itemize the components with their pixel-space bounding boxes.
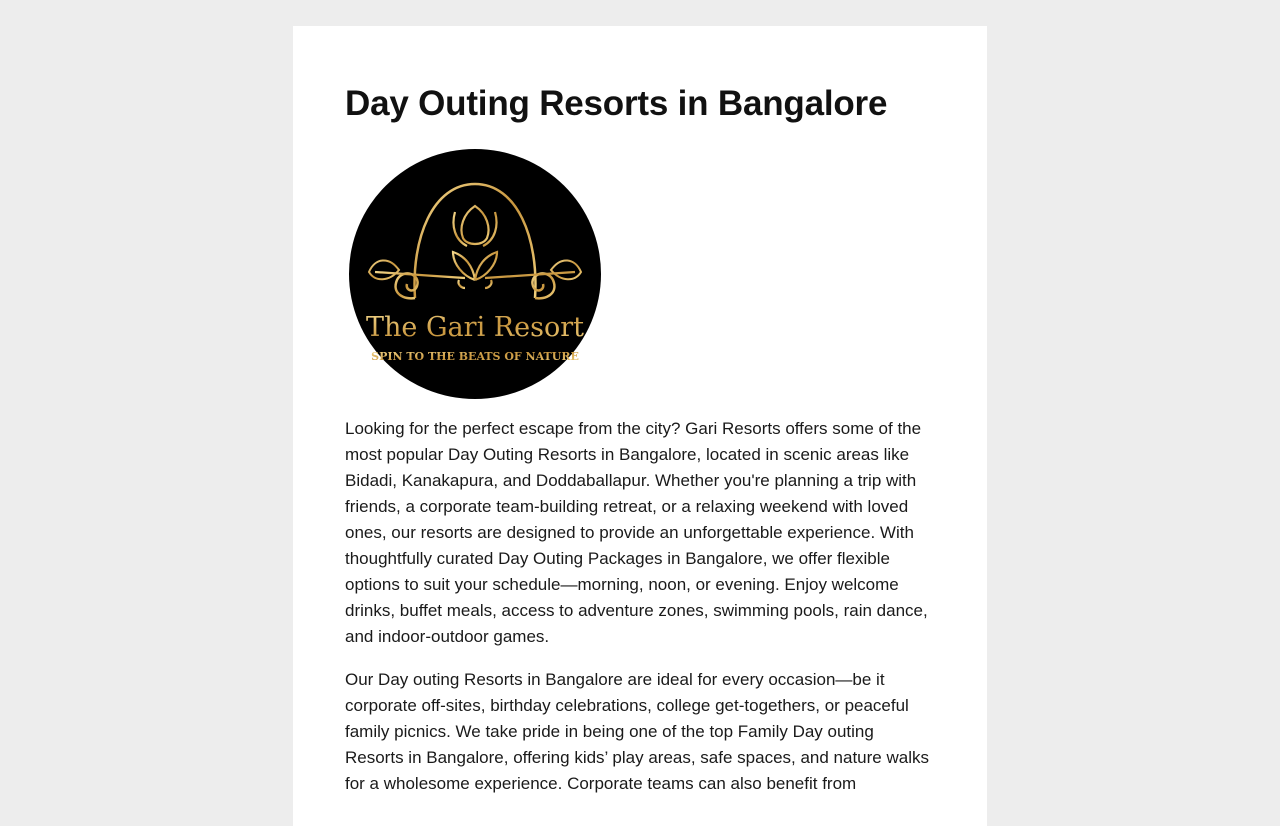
intro-paragraph: Looking for the perfect escape from the city? Gari Resorts offers some of the most popular Day Outing Resorts in Bangalore, located in scenic areas like Bidadi, Kanakapura, and Doddaballapur. Whether you're planning a trip with friends, a corporate team-building retreat, or a relaxing weekend with loved ones, our resorts are designed to provide an unforgettable experience. With thoughtfully curated Day Outing Packages in Bangalore, we offer flexible options to suit your schedule—morning, noon, or evening. Enjoy welcome drinks, buffet meals, access to adventure zones, swimming pools, rain dance, and indoor-outdoor games. bbox=[345, 419, 928, 646]
occasions-paragraph: Our Day outing Resorts in Bangalore are ideal for every occasion—be it corporate off-sites, birthday celebrations, college get-togethers, or peaceful family picnics. We take pride in being one of the top Family Day outing Resorts in Bangalore, offering kids’ play areas, safe spaces, and nature walks for a wholesome experience. Corporate teams can also benefit from bbox=[345, 670, 929, 793]
logo-tagline: SPIN TO THE BEATS OF NATURE bbox=[371, 350, 579, 363]
article-card bbox=[293, 26, 987, 826]
resort-logo bbox=[345, 148, 603, 400]
resort-logo-image bbox=[345, 148, 603, 400]
logo-name: The Gari Resort bbox=[366, 312, 584, 343]
page-title: Day Outing Resorts in Bangalore bbox=[345, 84, 888, 123]
